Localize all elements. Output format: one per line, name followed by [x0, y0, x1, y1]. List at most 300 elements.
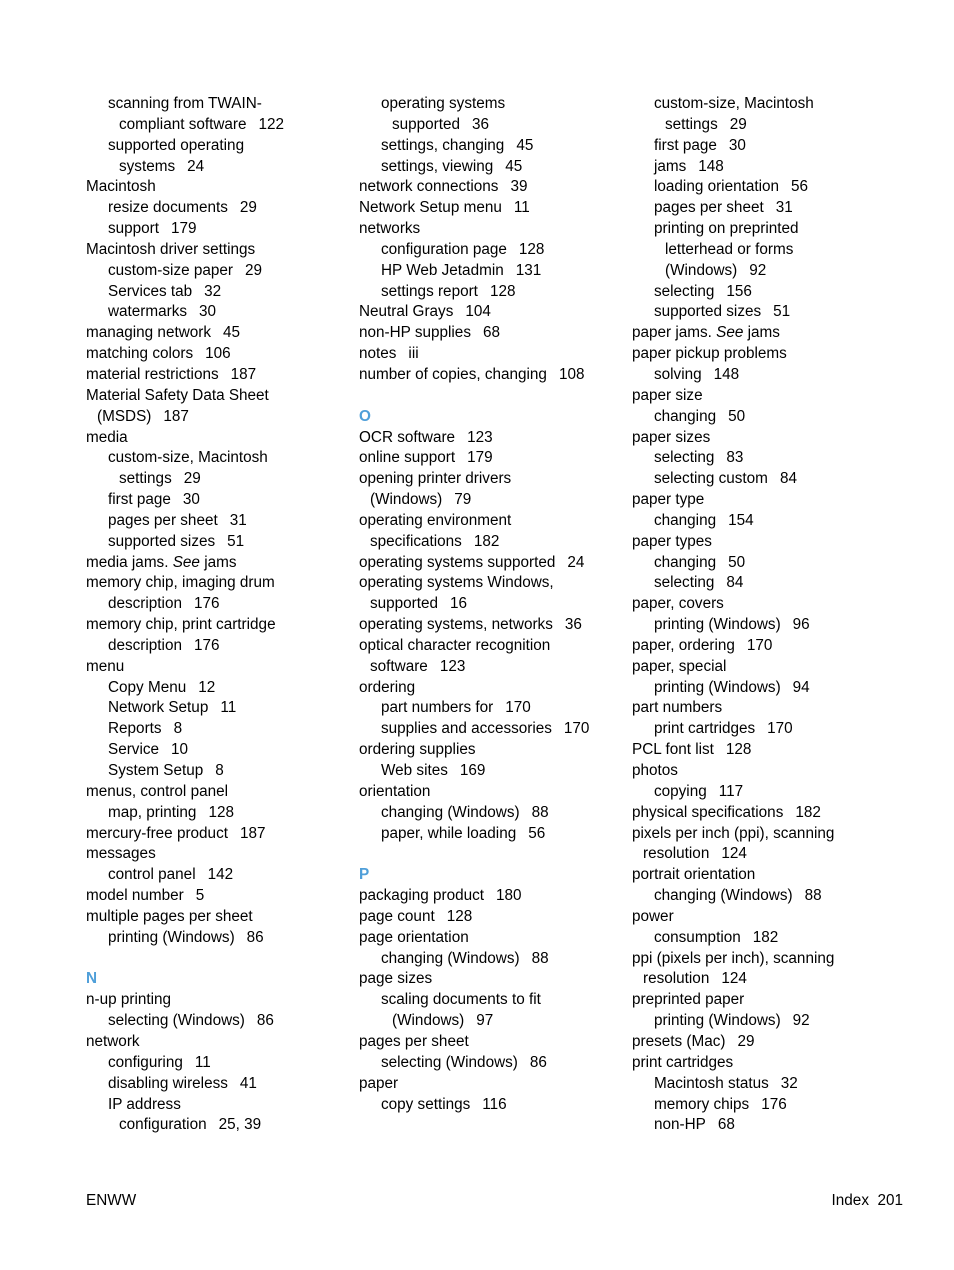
page-reference: 182	[473, 532, 500, 550]
index-entry	[632, 344, 892, 365]
index-term: non-HP	[654, 1116, 706, 1134]
page-reference: 11	[220, 699, 237, 717]
index-term: networks	[359, 220, 421, 238]
index-subentry	[86, 678, 346, 699]
index-term: description	[108, 595, 182, 613]
page-reference: 84	[726, 574, 744, 592]
index-entry	[632, 990, 892, 1011]
index-entry	[632, 428, 892, 449]
index-subentry	[632, 678, 892, 699]
index-subentry	[359, 824, 619, 845]
index-entry	[359, 428, 619, 449]
index-entry	[359, 511, 619, 532]
page-reference: 83	[726, 449, 744, 467]
index-entry	[632, 803, 892, 824]
index-subentry	[86, 865, 346, 886]
page-reference: 131	[515, 261, 542, 279]
index-term: supported operating	[108, 136, 245, 154]
index-term: printing (Windows)	[108, 928, 235, 946]
index-subentry	[86, 157, 346, 178]
page-reference: 187	[163, 407, 189, 425]
index-subentry	[86, 407, 346, 428]
index-term: media jams.	[86, 553, 169, 571]
page-reference: 128	[208, 803, 234, 821]
index-entry	[359, 365, 619, 386]
index-term: operating environment	[359, 511, 512, 529]
index-term: software	[370, 657, 428, 675]
index-term: letterhead or forms	[665, 240, 794, 258]
index-term: part numbers for	[381, 699, 494, 717]
index-term: multiple pages per sheet	[86, 907, 253, 925]
index-term: supported	[392, 115, 461, 133]
index-subentry	[86, 1074, 346, 1095]
page-reference: 56	[791, 178, 809, 196]
page-reference: 45	[223, 324, 241, 342]
index-subentry	[632, 969, 892, 990]
index-term: printing (Windows)	[654, 1012, 781, 1030]
index-term: media	[86, 428, 128, 446]
index-term: PCL font list	[632, 741, 714, 759]
index-term: Web sites	[381, 762, 448, 779]
index-subentry	[632, 1074, 892, 1095]
index-term: watermarks	[108, 303, 188, 321]
index-term: print cartridges	[632, 1053, 734, 1071]
index-term: ordering supplies	[359, 741, 476, 759]
index-subentry	[632, 198, 892, 219]
index-term: opening printer drivers	[359, 470, 512, 488]
index-subentry	[359, 657, 619, 678]
index-entry	[632, 532, 892, 553]
index-term: menu	[86, 657, 125, 675]
index-subentry	[359, 136, 619, 157]
see-target: jams	[204, 553, 237, 571]
index-term: changing (Windows)	[654, 887, 793, 905]
index-entry	[359, 886, 619, 907]
index-entry	[86, 240, 346, 261]
page-reference: 8	[173, 720, 183, 738]
index-term: portrait orientation	[632, 866, 756, 884]
page-reference: 51	[227, 532, 245, 550]
index-entry	[86, 824, 346, 845]
index-entry	[632, 386, 892, 407]
index-term: operating systems Windows,	[359, 574, 554, 592]
index-term: managing network	[86, 324, 211, 342]
index-entry	[359, 636, 619, 657]
page-reference: 94	[792, 678, 810, 696]
section-letter-heading: P	[359, 866, 370, 884]
index-subentry	[86, 1095, 346, 1116]
page-reference: 32	[204, 282, 222, 300]
page-reference: 29	[183, 470, 201, 488]
index-term: photos	[632, 762, 678, 779]
index-entry	[86, 990, 346, 1011]
index-subentry	[632, 94, 892, 115]
index-term: online support	[359, 449, 456, 467]
index-term: physical specifications	[632, 803, 784, 821]
page-reference: 128	[446, 907, 473, 925]
index-term: System Setup	[108, 762, 204, 779]
page-reference: 88	[531, 803, 549, 821]
index-subentry	[359, 1011, 619, 1032]
page-reference: 180	[496, 887, 522, 905]
index-subentry	[632, 844, 892, 865]
index-term: network	[86, 1032, 140, 1050]
index-entry	[86, 386, 346, 407]
page-reference: 169	[459, 762, 486, 779]
page-reference: iii	[408, 345, 419, 363]
page-reference: 51	[773, 303, 791, 321]
index-term: consumption	[654, 928, 741, 946]
index-subentry	[632, 719, 892, 740]
index-term: notes	[359, 345, 397, 363]
index-subentry	[632, 1115, 892, 1136]
index-entry	[359, 323, 619, 344]
index-subentry	[359, 594, 619, 615]
page-reference: 123	[439, 657, 466, 675]
index-subentry	[359, 1095, 619, 1116]
page-reference: 29	[244, 261, 262, 279]
index-term: selecting	[654, 282, 715, 300]
index-term: loading orientation	[654, 178, 780, 196]
page-reference: 41	[239, 1074, 257, 1092]
index-subentry	[632, 240, 892, 261]
index-column-2	[359, 94, 619, 1115]
index-entry	[359, 969, 619, 990]
index-term: Services tab	[108, 282, 193, 300]
index-term: printing on preprinted	[654, 220, 799, 238]
page-reference: 128	[725, 741, 752, 759]
page-reference: 187	[230, 365, 257, 383]
page-reference: 50	[728, 407, 746, 425]
page-reference: 117	[718, 782, 744, 800]
index-entry	[632, 490, 892, 511]
index-subentry	[86, 803, 346, 824]
index-term: selecting	[654, 449, 715, 467]
page-reference: 179	[467, 449, 493, 467]
index-term: Macintosh status	[654, 1074, 769, 1092]
index-entry	[359, 615, 619, 636]
index-entry	[632, 636, 892, 657]
index-column-3	[632, 94, 892, 1136]
index-subentry	[359, 532, 619, 553]
index-subentry	[632, 157, 892, 178]
index-term: pages per sheet	[359, 1032, 469, 1050]
index-subentry	[632, 1011, 892, 1032]
index-term: configuration page	[381, 240, 507, 258]
index-subentry	[632, 553, 892, 574]
page-reference: 86	[529, 1053, 547, 1071]
index-term: memory chip, print cartridge	[86, 616, 276, 634]
index-subentry	[86, 532, 346, 553]
page-reference: 12	[198, 678, 216, 696]
footer-left: ENWW	[86, 1192, 137, 1209]
index-term: Network Setup	[108, 699, 209, 717]
page-reference: 108	[558, 365, 585, 383]
index-term: n-up printing	[86, 991, 172, 1009]
index-subentry	[632, 261, 892, 282]
section-spacer	[86, 949, 346, 970]
page-reference: 86	[256, 1012, 274, 1030]
index-entry	[359, 553, 619, 574]
index-term: map, printing	[108, 803, 197, 821]
index-entry	[359, 678, 619, 699]
index-entry	[359, 177, 619, 198]
index-entry	[359, 573, 619, 594]
index-term: custom-size, Macintosh	[654, 95, 814, 112]
page-reference: 11	[513, 199, 530, 217]
index-term: part numbers	[632, 699, 723, 717]
index-entry	[359, 907, 619, 928]
index-term: page sizes	[359, 970, 433, 988]
page-reference: 176	[761, 1095, 787, 1113]
page-reference: 45	[505, 157, 523, 175]
page-reference: 170	[505, 699, 531, 717]
page-reference: 16	[450, 595, 468, 613]
section-letter-heading: N	[86, 970, 98, 988]
page-reference: 187	[239, 824, 266, 842]
index-subentry	[86, 490, 346, 511]
index-subentry	[632, 615, 892, 636]
index-subentry	[359, 719, 619, 740]
index-term: preprinted paper	[632, 991, 745, 1009]
index-entry	[359, 469, 619, 490]
index-term: page orientation	[359, 928, 469, 946]
index-term: supported sizes	[654, 303, 762, 321]
index-term: changing	[654, 511, 717, 529]
index-term: supported sizes	[108, 532, 216, 550]
index-entry	[86, 615, 346, 636]
page-reference: 124	[721, 845, 747, 863]
index-term: scanning from TWAIN-	[108, 95, 262, 112]
index-subentry	[86, 1115, 346, 1136]
index-term: settings, viewing	[381, 157, 494, 175]
index-subentry	[359, 115, 619, 136]
page-reference: 68	[482, 324, 500, 342]
index-entry	[359, 448, 619, 469]
index-entry	[632, 865, 892, 886]
index-entry	[86, 323, 346, 344]
index-entry	[359, 198, 619, 219]
index-entry	[359, 1074, 619, 1095]
index-term: pages per sheet	[654, 199, 764, 217]
page-reference: 154	[728, 511, 754, 529]
index-subentry	[86, 761, 346, 782]
index-entry	[86, 177, 346, 198]
index-subentry	[86, 136, 346, 157]
index-subentry	[632, 365, 892, 386]
page-reference: 148	[713, 365, 740, 383]
index-entry	[632, 1032, 892, 1053]
page-reference: 170	[767, 720, 793, 738]
index-term: changing	[654, 553, 717, 571]
page-reference: 92	[749, 261, 767, 279]
index-term: changing	[654, 407, 717, 425]
index-term: paper sizes	[632, 428, 711, 446]
index-term: (Windows)	[665, 261, 738, 279]
index-term: messages	[86, 845, 156, 863]
index-subentry	[359, 240, 619, 261]
index-term: settings, changing	[381, 136, 505, 154]
page-reference: 31	[775, 199, 793, 217]
index-term: paper types	[632, 532, 712, 550]
index-subentry	[632, 219, 892, 240]
index-term: paper jams.	[632, 324, 712, 342]
index-term: ppi (pixels per inch), scanning	[632, 949, 835, 967]
page-reference: 156	[726, 282, 752, 300]
index-term: first page	[108, 491, 171, 509]
index-term: configuration	[119, 1116, 207, 1134]
index-term: Reports	[108, 720, 162, 738]
index-entry	[86, 886, 346, 907]
index-term: paper, special	[632, 657, 727, 675]
page-reference: 170	[746, 636, 773, 654]
index-subentry	[632, 928, 892, 949]
index-term: OCR software	[359, 428, 456, 446]
index-subentry	[632, 407, 892, 428]
index-subentry	[86, 719, 346, 740]
index-entry	[86, 365, 346, 386]
index-subentry	[86, 448, 346, 469]
index-term: selecting	[654, 574, 715, 592]
index-term: paper size	[632, 386, 703, 404]
index-term: specifications	[370, 532, 462, 550]
index-entry	[359, 219, 619, 240]
index-subentry	[86, 511, 346, 532]
index-term: Copy Menu	[108, 678, 187, 696]
index-term: paper, while loading	[381, 824, 517, 842]
index-term: printing (Windows)	[654, 616, 781, 634]
index-subentry	[86, 302, 346, 323]
index-entry	[86, 1032, 346, 1053]
page-reference: 176	[193, 595, 220, 613]
index-term: compliant software	[119, 115, 247, 133]
page-reference: 88	[804, 887, 822, 905]
page-reference: 79	[454, 491, 472, 509]
page-reference: 106	[205, 345, 231, 363]
index-subentry	[86, 594, 346, 615]
index-term: configuring	[108, 1053, 183, 1071]
index-term: optical character recognition	[359, 636, 551, 654]
index-term: Macintosh driver settings	[86, 240, 256, 258]
page-reference: 10	[171, 741, 189, 759]
index-term: paper type	[632, 491, 705, 509]
index-subentry	[359, 698, 619, 719]
see-target: jams	[747, 324, 780, 342]
index-term: power	[632, 907, 674, 925]
index-term: resolution	[643, 845, 710, 863]
index-term: paper pickup problems	[632, 345, 787, 363]
index-entry	[632, 949, 892, 970]
index-subentry	[632, 886, 892, 907]
index-entry	[86, 553, 346, 574]
index-subentry	[359, 949, 619, 970]
index-term: material restrictions	[86, 365, 219, 383]
index-subentry	[359, 157, 619, 178]
page-reference: 170	[563, 720, 590, 738]
page-reference: 88	[531, 949, 549, 967]
index-term: packaging product	[359, 887, 485, 905]
index-term: resize documents	[108, 199, 228, 217]
page-reference: 50	[728, 553, 746, 571]
page-reference: 36	[472, 115, 490, 133]
index-subentry	[632, 1095, 892, 1116]
index-subentry	[359, 282, 619, 303]
index-entry	[359, 302, 619, 323]
index-entry	[359, 740, 619, 761]
index-term: solving	[654, 365, 702, 383]
index-term: supplies and accessories	[381, 720, 552, 738]
index-subentry	[86, 1011, 346, 1032]
index-subentry	[86, 928, 346, 949]
index-entry	[632, 323, 892, 344]
index-term: presets (Mac)	[632, 1032, 726, 1050]
index-term: disabling wireless	[108, 1074, 228, 1092]
index-term: menus, control panel	[86, 782, 229, 800]
index-term: description	[108, 636, 182, 654]
index-term: mercury-free product	[86, 824, 228, 842]
index-entry	[632, 594, 892, 615]
index-subentry	[86, 115, 346, 136]
index-term: support	[108, 220, 160, 238]
index-term: pages per sheet	[108, 511, 218, 529]
page-reference: 176	[193, 636, 220, 654]
index-entry	[86, 657, 346, 678]
page-reference: 11	[194, 1053, 211, 1071]
index-entry	[632, 1053, 892, 1074]
index-term: Network Setup menu	[359, 199, 502, 217]
see-reference: See	[172, 553, 200, 571]
index-term: operating systems	[381, 95, 506, 112]
index-entry	[359, 928, 619, 949]
index-term: custom-size, Macintosh	[108, 449, 268, 467]
index-term: systems	[119, 157, 176, 175]
index-term: first page	[654, 136, 717, 154]
index-term: paper	[359, 1074, 399, 1092]
index-subentry	[632, 177, 892, 198]
index-term: page count	[359, 907, 435, 925]
index-entry	[632, 698, 892, 719]
page-reference: 182	[795, 803, 821, 821]
index-term: memory chip, imaging drum	[86, 574, 275, 592]
page-reference: 39	[510, 178, 528, 196]
index-subentry	[632, 469, 892, 490]
index-term: matching colors	[86, 345, 194, 363]
index-subentry	[86, 469, 346, 490]
index-term: resolution	[643, 970, 710, 988]
index-term: custom-size paper	[108, 261, 233, 279]
index-entry	[632, 907, 892, 928]
index-entry	[359, 782, 619, 803]
page-reference: 30	[728, 136, 746, 154]
index-term: HP Web Jetadmin	[381, 261, 504, 279]
index-entry	[359, 1032, 619, 1053]
page-reference: 30	[182, 491, 200, 509]
index-entry	[632, 657, 892, 678]
index-subentry	[632, 115, 892, 136]
page-reference: 128	[518, 240, 545, 258]
index-term: settings report	[381, 282, 478, 300]
index-term: pixels per inch (ppi), scanning	[632, 824, 835, 842]
page-reference: 5	[195, 887, 205, 905]
index-subentry	[86, 740, 346, 761]
page-reference: 68	[717, 1116, 735, 1134]
index-term: print cartridges	[654, 720, 756, 738]
index-entry	[632, 761, 892, 782]
page-reference: 29	[737, 1032, 755, 1050]
index-term: changing (Windows)	[381, 949, 520, 967]
index-entry	[86, 428, 346, 449]
page-reference: 148	[698, 157, 724, 175]
